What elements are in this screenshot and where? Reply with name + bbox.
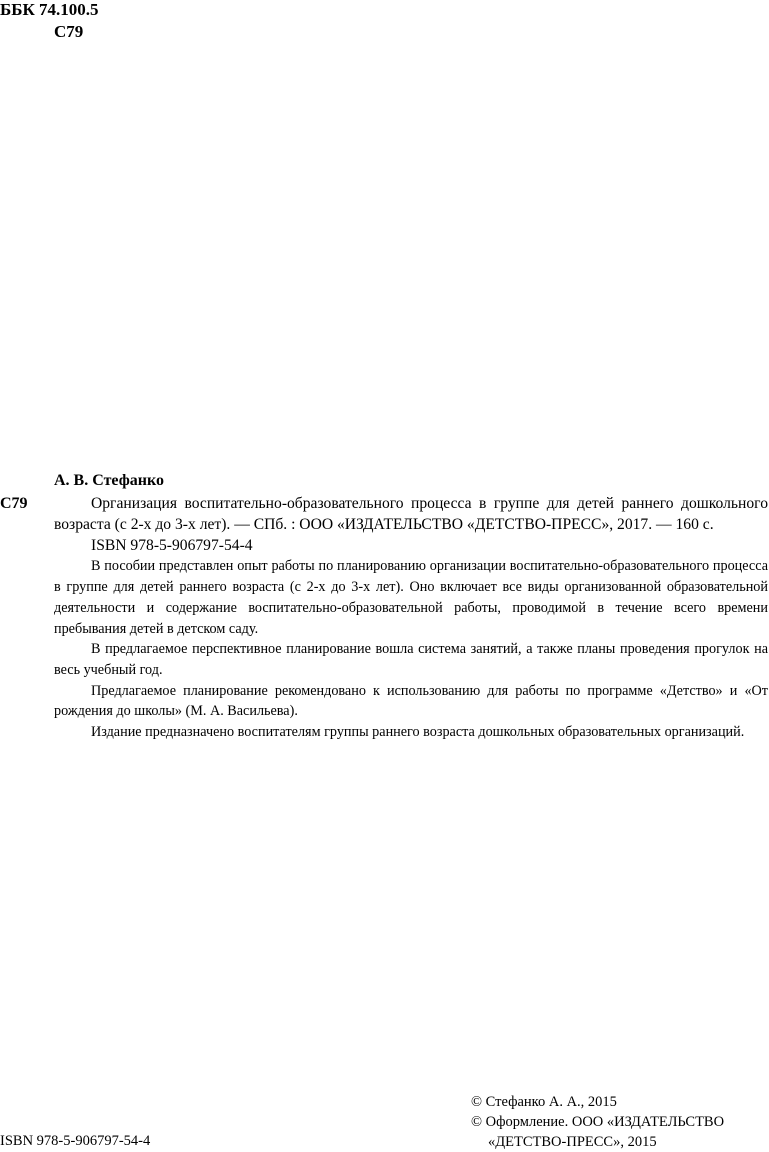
abstract-paragraph: Издание предназначено воспитателям группы раннего возраста дошкольных образовательных организаций. [91, 724, 745, 741]
abstract [54, 556, 768, 742]
copyright-block [471, 1092, 724, 1152]
copyright-author: © Стефанко А. А., 2015 [471, 1094, 617, 1110]
abstract-paragraph: В предлагаемое перспективное планирование вошла система занятий, а также планы проведения прогулок на весь учебный год. [54, 641, 768, 678]
catalog-record [54, 494, 768, 743]
abstract-paragraph: Предлагаемое планирование рекомендовано к использованию для работы по программе «Детство» и «От рождения до школы» (М. А. Васильева). [54, 682, 768, 720]
isbn-footer: ISBN 978-5-906797-54-4 [0, 1133, 151, 1149]
copyright-design: © Оформление. ООО «ИЗДАТЕЛЬСТВО [471, 1114, 725, 1130]
bbk-code: ББК 74.100.5 [0, 0, 99, 19]
isbn-entry: ISBN 978-5-906797-54-4 [91, 536, 253, 554]
author-name: А. В. Стефанко [54, 472, 165, 489]
abstract-paragraph: В пособии представлен опыт работы по планированию организации воспитательно-образовательного процесса в группе для детей раннего возраста (с 2-х до 3-х лет). Оно включает все виды организованной образовательной деятельности и содержание воспитательно-образовательной работы, проводимой в течение всего времени пребывания детей в детском саду. [54, 558, 768, 637]
copyright-design-continued: «ДЕТСТВО-ПРЕСС», 2015 [488, 1134, 657, 1150]
title-entry: Организация воспитательно-образовательного процесса в группе для детей раннего дошкольного возраста (с 2-х до 3-х лет). — СПб. : ООО «ИЗДАТЕЛЬСТВО «ДЕТСТВО-ПРЕСС», 2017. — 160 с. [54, 495, 768, 533]
author-mark: С79 [0, 495, 28, 512]
author-mark-top: С79 [54, 22, 84, 41]
